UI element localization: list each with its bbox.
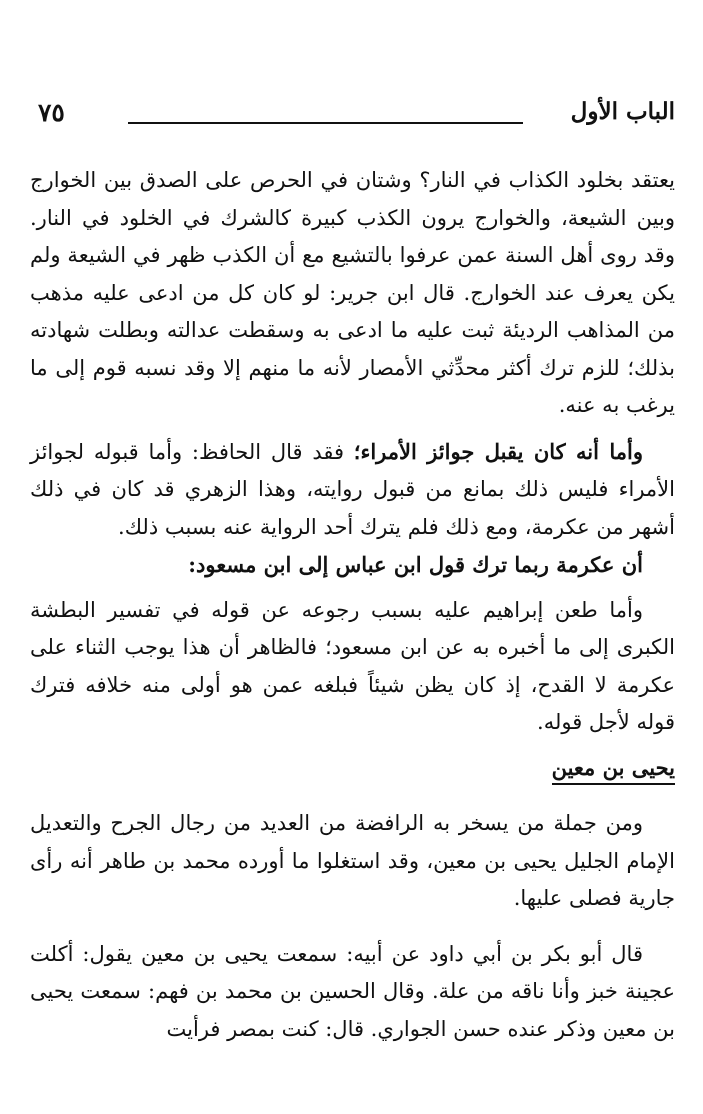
paragraph-1: يعتقد بخلود الكذاب في النار؟ وشتان في الحرص على الصدق بين الخوارج وبين الشيعة، والخوارج يرون الكذب كبيرة كالشرك في الخلود في النار. وقد روى أهل السنة عمن عرفوا بالتشيع مع أن الكذب ظهر في الشيعة ولم يكن يعرف عند الخوارج. قال ابن جرير: لو كان كل من ادعى عليه مذهب من المذاهب الرديئة ثبت عليه ما ادعى به وسقطت عدالته وبطلت شهادته بذلك؛ للزم ترك أكثر محدِّثي الأمصار لأنه ما منهم إلا وقد نسبه قوم إلى ما يرغب به عنه. [30,168,675,417]
subheading-ikrima: أن عكرمة ربما ترك قول ابن عباس إلى ابن مسعود: [188,552,643,577]
page-body [30,162,675,1048]
paragraph-3: وأما طعن إبراهيم عليه بسبب رجوعه عن قوله في تفسير البطشة الكبرى إلى ما أخبره به عن ابن مسعود؛ فالظاهر أن هذا يوجب الثناء على عكرمة لا القدح، إذ كان يظن شيئاً فبلغه عمن هو أولى منه خلافه فترك قوله لأجل قوله. [30,597,675,734]
page-number: ٧٥ [38,98,65,127]
paragraph-2-text: فقد قال الحافظ: وأما قبوله لجوائز الأمراء فليس ذلك بمانع من قبول روايته، وهذا الزهري قد كان في ذلك أشهر من عكرمة، ومع ذلك فلم يترك أحد الرواية عنه بسبب ذلك. [30,439,675,539]
running-header [30,98,675,132]
paragraph-2-lead: وأما أنه كان يقبل جوائز الأمراء؛ [353,438,643,464]
header-rule [128,122,523,124]
section-heading-wrap [30,750,675,788]
paragraph-4: ومن جملة من يسخر به الرافضة من العديد من رجال الجرح والتعديل الإمام الجليل يحيى بن معين، وقد استغلوا ما أورده محمد بن طاهر أنه رأى جارية فصلى عليها. [30,811,675,910]
section-heading: يحيى بن معين [552,753,675,785]
paragraph-5: قال أبو بكر بن أبي داود عن أبيه: سمعت يحيى بن معين يقول: أكلت عجينة خبز وأنا ناقه من علة. وقال الحسين بن محمد بن فهم: سمعت يحيى بن معين وذكر عنده حسن الجواري. قال: كنت بمصر فرأيت [30,941,675,1041]
chapter-title: الباب الأول [570,98,675,125]
paragraph-2 [30,433,675,547]
